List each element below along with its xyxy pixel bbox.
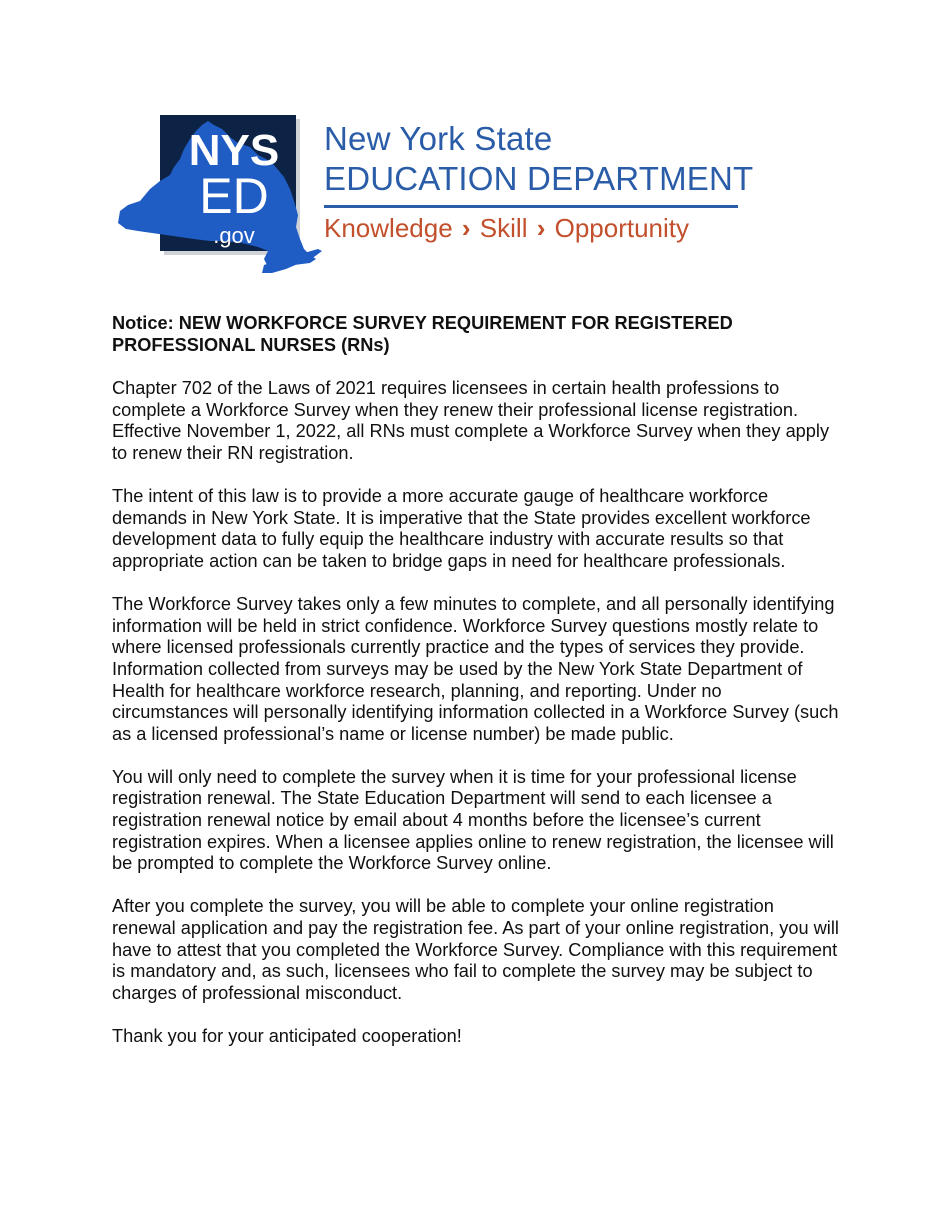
chevron-right-icon: › [461,213,471,243]
tagline-knowledge: Knowledge [324,213,453,243]
paragraph-confidentiality: The Workforce Survey takes only a few minutes to complete, and all personally identifying information will be held in strict confidence. Workforce Survey questions mostly relate to where licensed professionals currently practice and the types of services they provide. Information collected from surveys may be used by the New York State Department of Health for healthcare workforce research, planning, and reporting. Under no circumstances will personally identifying information collected in a Workforce Survey (such as a licensed professional’s name or license number) be made public. [112,594,839,744]
paragraph-intent: The intent of this law is to provide a more accurate gauge of healthcare workforce demands in New York State. It is imperative that the State provides excellent workforce development data to fully equip the healthcare industry with accurate results so that appropriate action can be taken to bridge gaps in need for healthcare professionals. [112,486,811,571]
notice-body [112,313,842,1069]
tagline-opportunity: Opportunity [554,213,690,243]
nysed-state-mark [118,115,323,275]
paragraph-compliance: After you complete the survey, you will be able to complete your online registration renewal application and pay the registration fee. As part of your online registration, you will have to attest that you completed the Workforce Survey. Compliance with this requirement is mandatory and, as such, licensees who fail to complete the survey may be subject to charges of professional misconduct. [112,896,839,1003]
paragraph-renewal: You will only need to complete the survey when it is time for your professional license registration renewal. The State Education Department will send to each licensee a registration renewal notice by email about 4 months before the licensee’s current registration expires. When a licensee applies online to renew registration, the licensee will be prompted to complete the Workforce Survey online. [112,766,834,874]
logo-mark-nys: NYS [188,126,280,175]
logo-mark-ed: ED [199,168,269,224]
paragraph-thanks: Thank you for your anticipated cooperation! [112,1026,462,1046]
paragraph-law: Chapter 702 of the Laws of 2021 requires licensees in certain health professions to complete a Workforce Survey when they renew their professional license registration. Effective November 1, 2022, all RNs must complete a Workforce Survey when they apply to renew their RN registration. [112,378,830,463]
logo-mark-gov: .gov [213,223,255,248]
tagline-skill: Skill [479,213,528,243]
logo-name-line1: New York State [324,120,553,157]
logo-tagline [324,212,744,244]
notice-title: Notice: NEW WORKFORCE SURVEY REQUIREMENT FOR REGISTERED PROFESSIONAL NURSES (RNs) [112,313,733,355]
logo-wordmark [324,119,754,244]
nysed-logo [118,115,754,275]
chevron-right-icon: › [536,213,546,243]
logo-name-line2: EDUCATION DEPARTMENT [324,160,754,197]
logo-divider [324,205,738,208]
